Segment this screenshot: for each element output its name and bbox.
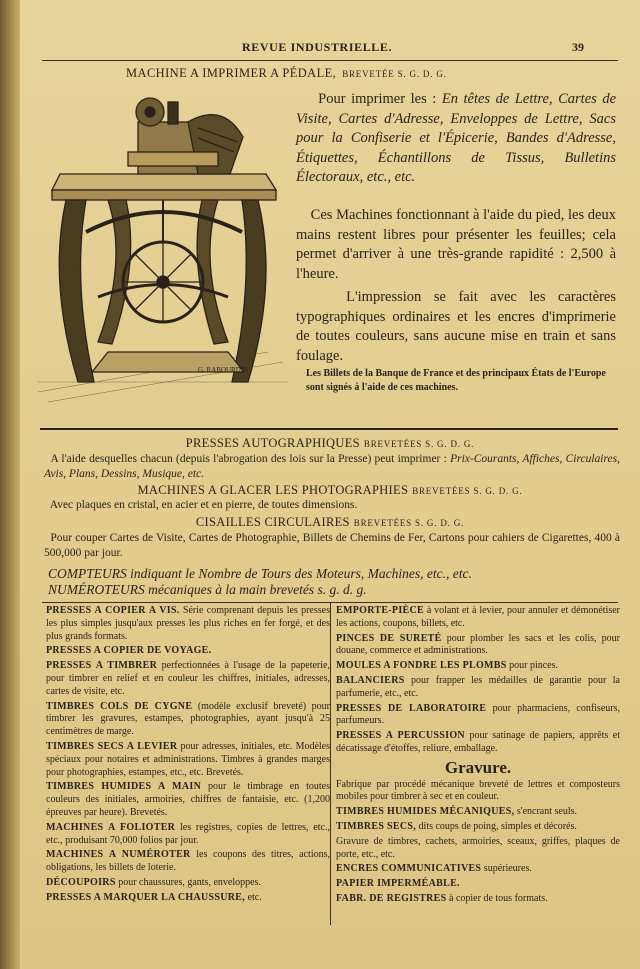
left-column [46, 605, 330, 907]
cisailles-title [40, 515, 620, 530]
list-item: PRESSES A MARQUER LA CHAUSSURE, etc. [46, 891, 262, 903]
presses-title-main: PRESSES AUTOGRAPHIQUES [185, 436, 360, 450]
page-number: 39 [572, 40, 584, 54]
section-rule [40, 428, 618, 430]
machine-title [126, 66, 447, 81]
list-item: MACHINES A NUMÉROTER les coupons des titres, actions, obligations, les billets de loterie. [46, 849, 330, 874]
illustration-signature: G. RABOURDIN [198, 366, 249, 374]
list-item: EMPORTE-PIÈCE à volant et à levier, pour annuler et démonétiser les actions, coupons, billets, etc. [336, 605, 620, 629]
right-column [336, 605, 620, 908]
printing-text: L'impression se fait avec les caractères typographiques ordinaires et les encres d'imprimerie de toutes couleurs, sans aucune mise en train et sans foulage. [296, 289, 616, 364]
list-item: MACHINES A FOLIOTER les registres, copies de lettres, etc., etc., produisant 70,000 folios par jour. [46, 821, 330, 846]
machine-uses-paragraph [296, 90, 616, 188]
list-item: FABR. DE REGISTRES à copier de tous formats. [336, 892, 548, 904]
machine-title-main: MACHINE A IMPRIMER A PÉDALE, [126, 66, 337, 80]
glacer-title-patent: BREVETÉES S. G. D. G. [412, 486, 523, 496]
cisailles-body [44, 531, 620, 560]
list-item: TIMBRES COLS DE CYGNE (modèle exclusif breveté) pour timbrer les gravures, estampes, photographies, ayant jusqu'à 25 centimètres de marge. [46, 700, 330, 738]
machine-operation-paragraph [296, 206, 616, 284]
operation-text: Ces Machines fonctionnant à l'aide du pied, les deux mains restent libres pour présenter les feuilles; cela permet d'arriver à une très-grande rapidité : 2,500 à l'heure. [296, 207, 616, 282]
glacer-text: Avec plaques en cristal, en acier et en pierre, de toutes dimensions. [49, 499, 358, 511]
pedal-press-illustration [38, 82, 288, 412]
list-item: PRESSES A COPIER DE VOYAGE. [46, 645, 212, 657]
gravure-title: Gravure. [444, 757, 512, 777]
presses-italic: Prix-Courants, Affiches, Circulaires, Avis, Plans, Dessins, Musique, etc. [44, 453, 621, 480]
gravure-intro: Fabrique par procédé mécanique breveté de lettres et composteurs mobiles pour timbrer à sec et en couleur. [336, 778, 620, 803]
machine-printing-paragraph [296, 288, 616, 366]
bank-note: Les Billets de la Banque de France et des principaux États de l'Europe sont signés à l'aide de ces machines. [306, 368, 606, 393]
header-rule [42, 60, 618, 61]
book-spine [0, 0, 20, 969]
compteurs-line: COMPTEURS indiquant le Nombre de Tours des Moteurs, Machines, etc., etc. [48, 566, 472, 581]
machine-title-patent: BREVETÉE S. G. D. G. [342, 69, 447, 79]
list-item: PRESSES DE LABORATOIRE pour pharmaciens, confiseurs, parfumeurs. [336, 702, 620, 727]
list-item: TIMBRES SECS, dits coups de poing, simples et décorés. [336, 820, 577, 832]
list-item: PRESSES A PERCUSSION pour satinage de papiers, apprêts et décatissage d'étoffes, reliure, emballage. [336, 730, 620, 754]
uses-lead: Pour imprimer les : [318, 91, 437, 107]
list-item: MOULES A FONDRE LES PLOMBS pour pinces. [336, 660, 558, 672]
glacer-title [40, 483, 620, 498]
cisailles-title-main: CISAILLES CIRCULAIRES [195, 515, 350, 529]
presses-body [44, 452, 620, 481]
list-item: PINCES DE SURETÉ pour plomber les sacs et les colis, pour douane, commerce et administrations. [336, 632, 620, 657]
list-item: TIMBRES HUMIDES MÉCANIQUES, s'encrant seuls. [336, 806, 578, 818]
glacer-title-main: MACHINES A GLACER LES PHOTOGRAPHIES [137, 483, 409, 497]
list-item: BALANCIERS pour frapper les médailles de garantie pour la parfumerie, etc., etc. [336, 674, 620, 699]
list-item: PAPIER IMPERMÉABLE. [336, 878, 460, 890]
list-item: DÉCOUPOIRS pour chaussures, gants, enveloppes. [46, 876, 261, 888]
running-header: REVUE INDUSTRIELLE. [242, 40, 393, 54]
page [20, 0, 640, 969]
glacer-body [44, 499, 620, 511]
numeroteurs-line: NUMÉROTEURS mécaniques à la main brevetés s. g. d. g. [48, 582, 367, 597]
list-item: ENCRES COMMUNICATIVES supérieures. [336, 863, 532, 875]
presses-lead: A l'aide desquelles chacun (depuis l'abrogation des lois sur la Presse) peut imprimer : [50, 453, 447, 465]
list-item: TIMBRES SECS A LEVIER pour adresses, initiales, etc. Modèles spéciaux pour notaires et administrations. Timbres à grandes marges pour photographies, estampes, etc., etc. Brevetés. [46, 740, 331, 778]
list-item: TIMBRES HUMIDES A MAIN pour le timbrage en toutes couleurs des initiales, armoiries, chiffres de fantaisie, etc. (1,200 épreuves par heure). Brevetés. [46, 781, 330, 818]
list-item: PRESSES A COPIER A VIS. Série comprenant depuis les presses les plus simples jusqu'aux presses les plus riches en fer forgé, et des plus grands formats. [46, 605, 330, 642]
presses-title [40, 436, 620, 451]
uses-items: En têtes de Lettre, Cartes de Visite, Cartes d'Adresse, Enveloppes de Lettre, Sacs pour la Confiserie et l'Épicerie, Bandes d'Adresse, Étiquettes, Échantillons de Tissus, Bulletins Électoraux, etc., etc. [296, 91, 616, 186]
cisailles-text: Pour couper Cartes de Visite, Cartes de Photographie, Billets de Chemins de Fer, Cartons pour cahiers de Cigarettes, 400 à 500,000 par jour. [44, 532, 621, 559]
compteurs-block [48, 566, 608, 598]
list-item: PRESSES A TIMBRER perfectionnées à l'usage de la papeterie, pour timbrer en relief et en couleur les chiffres, initiales, adresses, cartes de visite, etc. [46, 660, 330, 697]
presses-title-patent: BREVETÉES S. G. D. G. [363, 439, 475, 449]
list-item: Gravure de timbres, cachets, armoiries, sceaux, griffes, plaques de porte, etc., etc. [336, 835, 620, 860]
column-divider [330, 603, 331, 925]
cisailles-title-patent: BREVETÉES S. G. D. G. [353, 518, 465, 528]
